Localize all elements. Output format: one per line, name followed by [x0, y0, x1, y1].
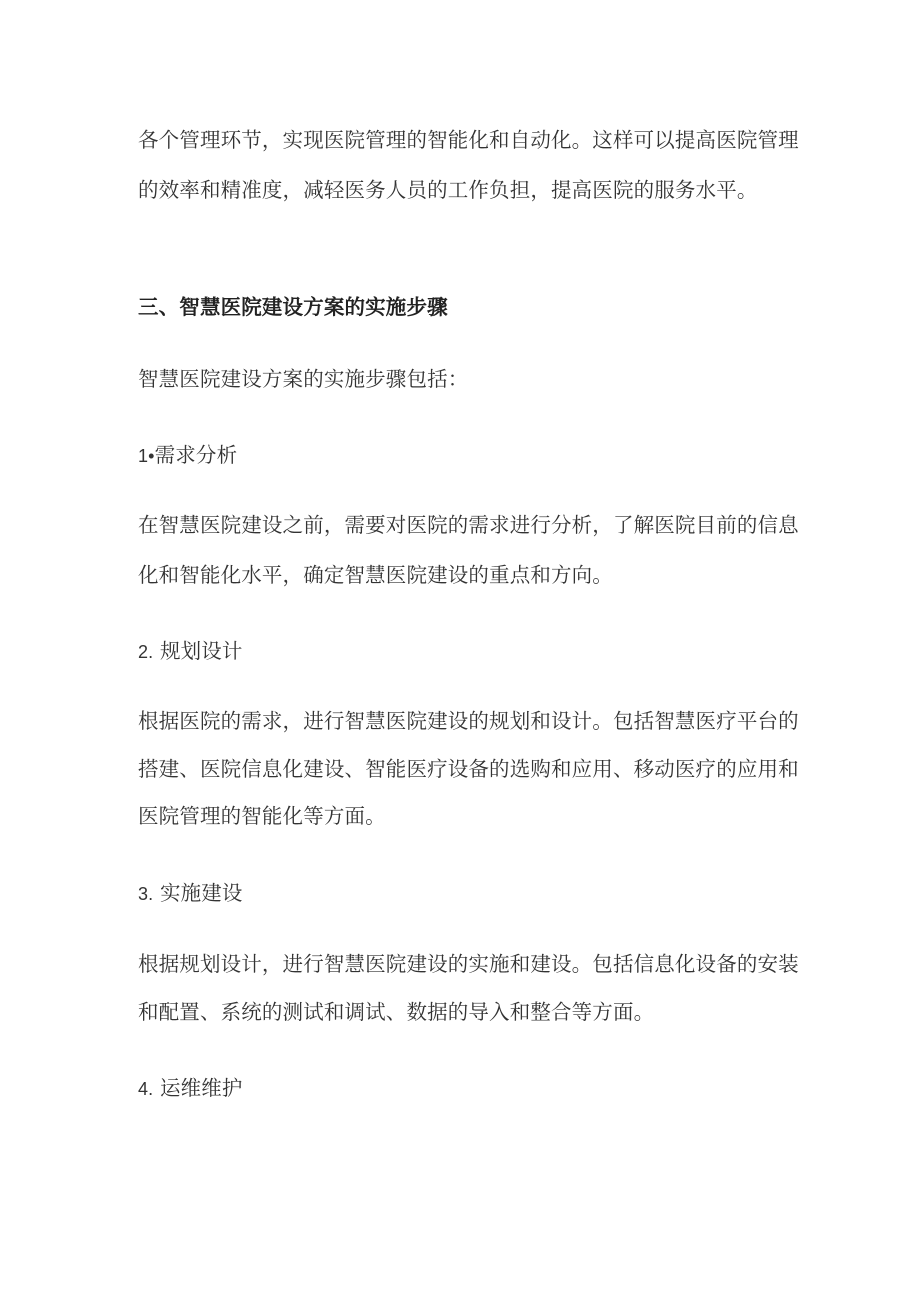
step-1-line-1: 在智慧医院建设之前，需要对医院的需求进行分析，了解医院目前的信息: [138, 513, 799, 537]
step-2-title: 规划设计: [159, 639, 243, 663]
step-1-line-2: 化和智能化水平，确定智慧医院建设的重点和方向。: [138, 563, 613, 587]
step-1-title: 需求分析: [154, 443, 238, 467]
step-3-line-1: 根据规划设计，进行智慧医院建设的实施和建设。包括信息化设备的安装: [138, 952, 799, 976]
step-2-line-1: 根据医院的需求，进行智慧医院建设的规划和设计。包括智慧医疗平台的: [138, 709, 799, 733]
step-4-heading: [138, 1074, 243, 1103]
intro-paragraph-line-1: 各个管理环节，实现医院管理的智能化和自动化。这样可以提高医院管理: [138, 128, 799, 152]
step-3-title: 实施建设: [159, 881, 243, 905]
step-1-number: 1•: [138, 446, 155, 466]
section-intro: 智慧医院建设方案的实施步骤包括：: [138, 367, 469, 391]
step-1-heading: [138, 441, 237, 470]
step-4-title: 运维维护: [159, 1076, 243, 1100]
step-3-heading: [138, 879, 243, 908]
step-2-line-3: 医院管理的智能化等方面。: [138, 804, 386, 828]
step-2-line-2: 搭建、医院信息化建设、智能医疗设备的选购和应用、移动医疗的应用和: [138, 757, 799, 781]
step-2-number: 2.: [138, 642, 154, 662]
intro-paragraph-line-2: 的效率和精准度，减轻医务人员的工作负担，提高医院的服务水平。: [138, 178, 758, 202]
step-3-line-2: 和配置、系统的测试和调试、数据的导入和整合等方面。: [138, 1000, 655, 1024]
section-heading: 三、智慧医院建设方案的实施步骤: [138, 295, 448, 319]
step-2-heading: [138, 637, 243, 666]
step-4-number: 4.: [138, 1079, 154, 1099]
step-3-number: 3.: [138, 884, 154, 904]
